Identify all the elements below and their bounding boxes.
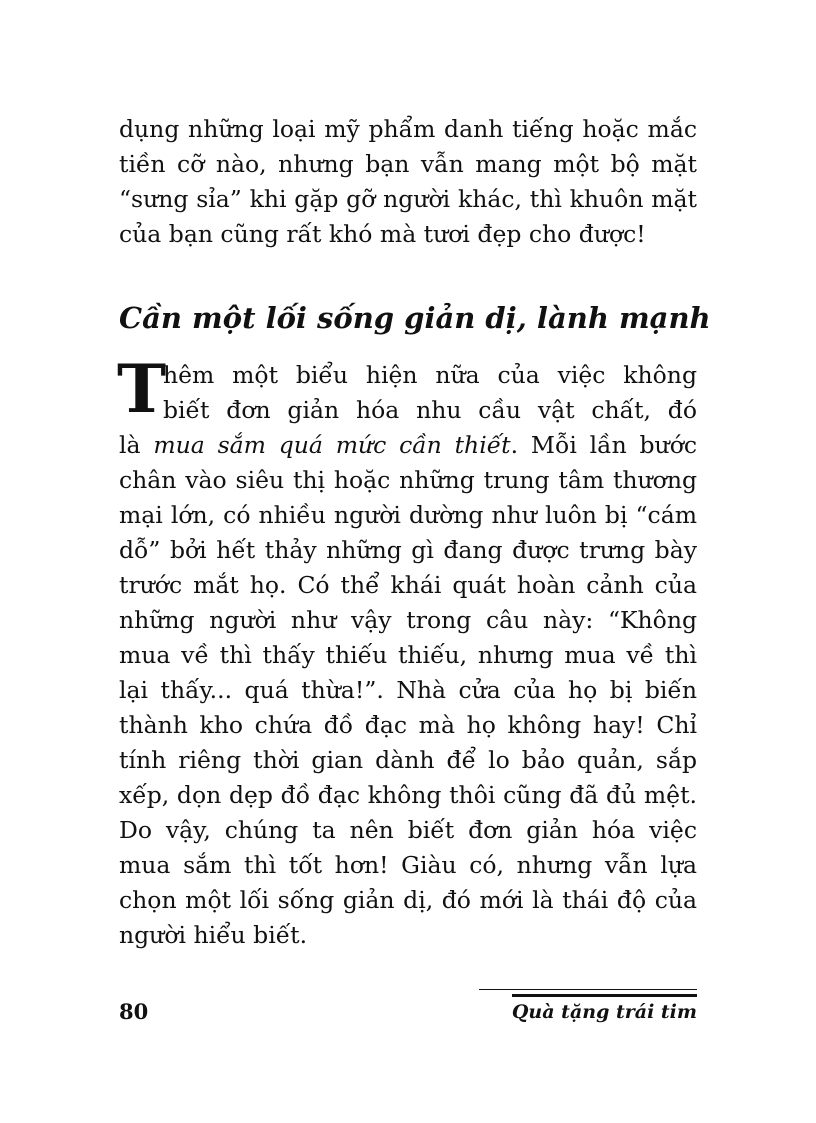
text-line: tính riêng thời gian dành để lo bảo quản, sắp: [119, 746, 697, 774]
page-body: [117, 112, 711, 953]
text-line: của bạn cũng rất khó mà tươi đẹp cho được!: [119, 220, 646, 248]
page-footer: [119, 985, 697, 1035]
text-line: xếp, dọn dẹp đồ đạc không thôi cũng đã đủ mệt.: [119, 781, 697, 809]
text-line: những người như vậy trong câu này: “Không: [119, 606, 697, 634]
text-line: thành kho chứa đồ đạc mà họ không hay! Chỉ: [119, 711, 697, 739]
paragraph-2: [117, 350, 698, 953]
footer-rule-thin: [479, 989, 697, 990]
text-line: biết đơn giản hóa nhu cầu vật chất, đó: [163, 396, 697, 424]
text-line: tiền cỡ nào, nhưng bạn vẫn mang một bộ mặt: [119, 150, 697, 178]
text-run: là: [119, 431, 154, 459]
page-number: 80: [119, 999, 149, 1024]
footer-rule-thick: [512, 994, 697, 997]
section-heading: Cần một lối sống giản dị, lành mạnh: [119, 301, 711, 335]
text-line: dỗ” bởi hết thảy những gì đang được trưng bày: [119, 536, 697, 564]
text-line: Do vậy, chúng ta nên biết đơn giản hóa việc: [119, 816, 697, 844]
paragraph-1: [119, 112, 697, 252]
drop-cap: T: [117, 350, 167, 428]
text-line: người hiểu biết.: [119, 921, 308, 949]
text-line: mại lớn, có nhiều người dường như luôn bị “cám: [119, 501, 697, 529]
text-line: mua sắm thì tốt hơn! Giàu có, nhưng vẫn lựa: [119, 851, 697, 879]
text-run: . Mỗi lần bước: [510, 431, 698, 459]
emphasis-text: mua sắm quá mức cần thiết: [153, 431, 511, 459]
text-line: [119, 428, 697, 463]
text-line: “sưng sỉa” khi gặp gỡ người khác, thì khuôn mặt: [119, 185, 697, 213]
text-line: mua về thì thấy thiếu thiếu, nhưng mua về thì: [119, 641, 697, 669]
text-line: lại thấy... quá thừa!”. Nhà cửa của họ bị biến: [119, 676, 697, 704]
text-line: hêm một biểu hiện nữa của việc không: [163, 361, 697, 389]
text-line: chân vào siêu thị hoặc những trung tâm thương: [119, 466, 697, 494]
book-title: Quà tặng trái tim: [511, 1001, 697, 1023]
text-line: dụng những loại mỹ phẩm danh tiếng hoặc mắc: [119, 115, 697, 143]
text-line: chọn một lối sống giản dị, đó mới là thái độ của: [119, 886, 697, 914]
text-line: trước mắt họ. Có thể khái quát hoàn cảnh của: [119, 571, 697, 599]
